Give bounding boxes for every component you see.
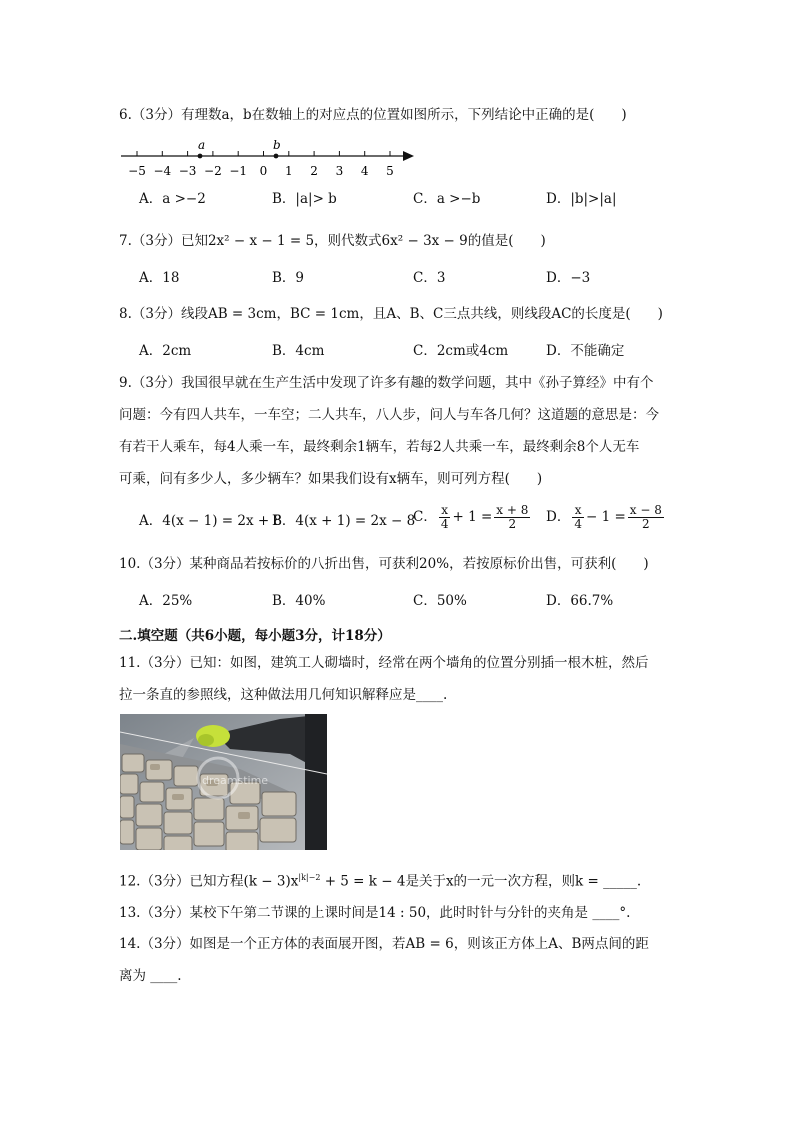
- q6-option-b: B．|a|> b: [272, 191, 337, 207]
- q6-stem: 6.（3分）有理数a，b在数轴上的对应点的位置如图所示，下列结论中正确的是( ): [119, 107, 627, 123]
- q8-stem: 8.（3分）线段AB = 3cm，BC = 1cm，且A、B、C三点共线，则线段AC的长度是( ): [119, 306, 663, 322]
- photo-watermark: dreamstime: [202, 774, 269, 787]
- numberline-tick-label: 3: [335, 164, 344, 178]
- q7-option-c: C．3: [413, 270, 446, 286]
- point-b-label: b: [273, 138, 281, 152]
- q10-option-b: B．40%: [272, 593, 326, 609]
- point-a-label: a: [198, 138, 206, 152]
- q12-stem: 12.（3分）已知方程$(k - 3)x^{|k|-2} + 5 = k - 4$是关于x的一元一次方程，则k = _____.: [119, 873, 642, 890]
- numberline-tick-label: 1: [284, 164, 293, 178]
- q10-stem: 10.（3分）某种商品若按标价的八折出售，可获利20%，若按原标价出售，可获利( ): [119, 556, 649, 572]
- bricklaying-photo: [120, 714, 327, 850]
- q8-option-c: C．2cm或4cm: [413, 343, 509, 359]
- number-line: [118, 138, 418, 182]
- q10-option-a: A．25%: [139, 593, 193, 609]
- q6-option-d: D．|b|>|a|: [546, 191, 617, 207]
- q9-line-2: 问题：今有四人共车，一车空；二人共车，八人步，问人与车各几何？这道题的意思是：今: [119, 407, 659, 423]
- q11-line-1: 11.（3分）已知：如图，建筑工人砌墙时，经常在两个墙角的位置分别插一根木桩，然后: [119, 655, 649, 671]
- q9-option-b: B．4(x + 1) = 2x − 8: [272, 513, 416, 529]
- q9-option-d: D． $\frac{x}{4}$ − 1 = $\frac{x - 8}{2}$: [546, 503, 662, 531]
- q8-option-a: A．2cm: [139, 343, 192, 359]
- q8-option-d: D．不能确定: [546, 343, 625, 359]
- numberline-tick-label: 4: [360, 164, 369, 178]
- q9-line-3: 有若干人乘车，每4人乘一车，最终剩余1辆车，若每2人共乘一车，最终剩余8个人无车: [119, 439, 640, 455]
- q9-line-1: 9.（3分）我国很早就在生产生活中发现了许多有趣的数学问题，其中《孙子算经》中有个: [119, 375, 654, 391]
- q8-option-b: B．4cm: [272, 343, 325, 359]
- numberline-tick-label: −4: [153, 164, 172, 178]
- numberline-tick-label: 5: [386, 164, 394, 178]
- q7-option-a: A．18: [139, 270, 180, 286]
- point-b-dot: [274, 154, 279, 159]
- section-heading-fill-in: 二.填空题（共6小题，每小题3分，计18分）: [119, 628, 391, 644]
- q7-stem: 7.（3分）已知2x² − x − 1 = 5，则代数式6x² − 3x − 9的值是( ): [119, 233, 546, 249]
- q14-line-1: 14.（3分）如图是一个正方体的表面展开图，若AB = 6，则该正方体上A、B两点间的距: [119, 936, 649, 952]
- numberline-tick-label: 0: [259, 164, 268, 178]
- numberline-tick-label: −5: [128, 164, 146, 178]
- q13-stem: 13.（3分）某校下午第二节课的上课时间是14 : 50，此时时针与分针的夹角是 ____°.: [119, 905, 631, 921]
- q6-option-c: C．a >−b: [413, 191, 481, 207]
- numberline-tick-label: −2: [204, 164, 222, 178]
- q9-option-c: C． $\frac{x}{4}$ + 1 = $\frac{x + 8}{2}$: [413, 503, 529, 531]
- q14-line-2: 离为 ____.: [119, 968, 182, 984]
- q6-option-a: A．a >−2: [139, 191, 206, 207]
- q7-option-d: D．−3: [546, 270, 591, 286]
- q10-option-d: D．66.7%: [546, 593, 614, 609]
- q9-option-a: A．4(x − 1) = 2x + 8: [139, 513, 283, 529]
- point-a-dot: [198, 154, 203, 159]
- q7-option-b: B．9: [272, 270, 305, 286]
- numberline-tick-label: 2: [310, 164, 318, 178]
- q11-line-2: 拉一条直的参照线，这种做法用几何知识解释应是____.: [119, 687, 448, 703]
- numberline-tick-label: −1: [229, 164, 248, 178]
- q9-line-4: 可乘，问有多少人，多少辆车？如果我们设有x辆车，则可列方程( ): [119, 471, 543, 487]
- q10-option-c: C．50%: [413, 593, 467, 609]
- numberline-tick-label: −3: [178, 164, 197, 178]
